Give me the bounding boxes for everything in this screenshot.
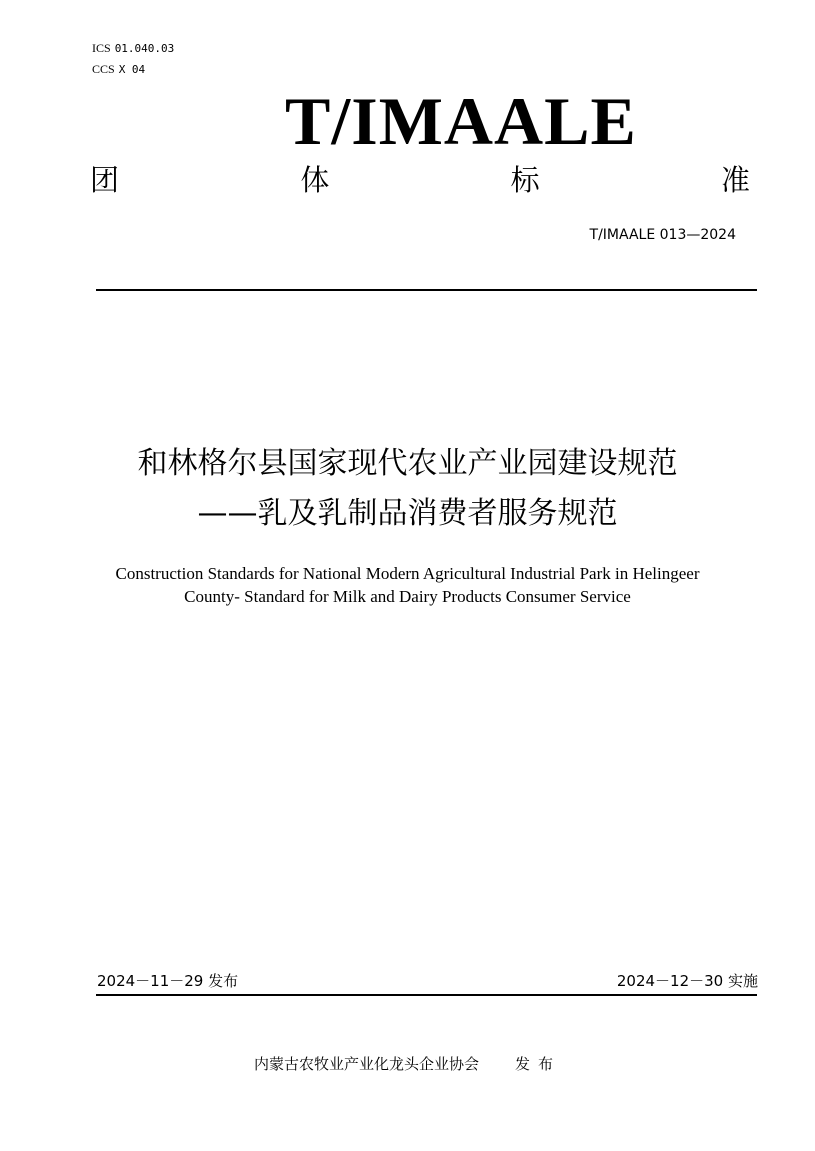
standard-type-heading: [90, 160, 750, 200]
standard-type-char: 准: [720, 163, 750, 197]
bottom-divider: [96, 994, 757, 996]
publisher-action: 发布: [515, 1055, 562, 1073]
chinese-title-line-1: 和林格尔县国家现代农业产业园建设规范: [137, 446, 678, 481]
issue-date: 2024－11－29 发布: [97, 972, 239, 990]
standard-type-char: 体: [300, 163, 330, 197]
publisher-name: 内蒙古农牧业产业化龙头企业协会: [253, 1055, 479, 1073]
ccs-label: CCS: [92, 62, 115, 76]
implementation-date: 2024－12－30 实施: [616, 972, 758, 990]
standard-type-char: 团: [90, 163, 120, 197]
top-divider: [96, 289, 757, 291]
publisher-line: [0, 1054, 815, 1074]
ccs-value: X 04: [118, 63, 146, 76]
ics-code: [92, 41, 174, 56]
standard-number: T/IMAALE 013—2024: [589, 227, 736, 243]
ccs-code: [92, 62, 145, 77]
english-title-line-1: Construction Standards for National Modern Agricultural Industrial Park in Helingeer: [115, 564, 700, 583]
english-title-line-2: County- Standard for Milk and Dairy Products Consumer Service: [184, 587, 631, 606]
ics-value: 01.040.03: [114, 42, 175, 55]
organization-logo-text: T/IMAALE: [285, 83, 637, 159]
ics-label: ICS: [92, 41, 111, 55]
chinese-title-line-2: ——乳及乳制品消费者服务规范: [197, 496, 618, 531]
standard-type-char: 标: [510, 163, 540, 197]
